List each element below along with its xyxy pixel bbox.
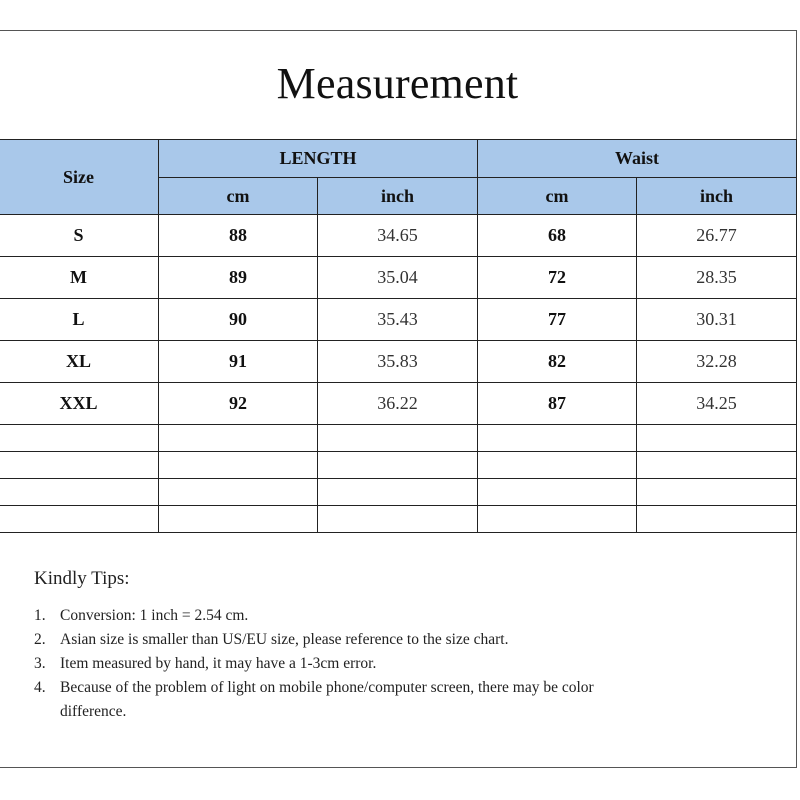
empty-cell [318, 452, 478, 479]
empty-row [0, 425, 797, 452]
length-cm-header: cm [159, 178, 318, 215]
length-inch-cell: 36.22 [318, 383, 478, 425]
waist-inch-cell: 32.28 [637, 341, 797, 383]
size-cell: S [0, 215, 159, 257]
tip-text: Conversion: 1 inch = 2.54 cm. [60, 607, 249, 624]
length-cm-cell: 92 [159, 383, 318, 425]
tip-text: Asian size is smaller than US/EU size, please reference to the size chart. [60, 631, 509, 648]
table-row [0, 299, 797, 341]
empty-cell [159, 479, 318, 506]
empty-cell [318, 506, 478, 533]
length-inch-cell: 35.43 [318, 299, 478, 341]
length-inch-cell: 34.65 [318, 215, 478, 257]
table-row [0, 257, 797, 299]
list-item [34, 604, 774, 628]
waist-cm-cell: 68 [478, 215, 637, 257]
size-cell: XL [0, 341, 159, 383]
empty-cell [159, 506, 318, 533]
empty-cell [478, 425, 637, 452]
empty-row [0, 479, 797, 506]
tip-number: 2. [34, 631, 46, 648]
empty-cell [0, 506, 159, 533]
list-item [34, 628, 774, 652]
tips-title: Kindly Tips: [34, 568, 130, 589]
tip-number: 3. [34, 655, 46, 672]
empty-cell [478, 452, 637, 479]
waist-cm-cell: 72 [478, 257, 637, 299]
empty-cell [159, 452, 318, 479]
list-item [34, 652, 774, 676]
table-row [0, 341, 797, 383]
length-inch-cell: 35.04 [318, 257, 478, 299]
tip-text: Because of the problem of light on mobile phone/computer screen, there may be color difference. [60, 679, 594, 720]
size-cell: L [0, 299, 159, 341]
length-cm-cell: 89 [159, 257, 318, 299]
tip-text: Item measured by hand, it may have a 1-3cm error. [60, 655, 377, 672]
waist-cm-cell: 82 [478, 341, 637, 383]
page-title: Measurement [276, 59, 519, 108]
length-cm-cell: 91 [159, 341, 318, 383]
empty-cell [637, 506, 797, 533]
waist-cm-cell: 87 [478, 383, 637, 425]
empty-cell [0, 452, 159, 479]
tips-list [34, 604, 774, 724]
empty-cell [478, 479, 637, 506]
length-header: LENGTH [159, 140, 478, 178]
waist-inch-cell: 34.25 [637, 383, 797, 425]
empty-cell [159, 425, 318, 452]
empty-cell [637, 452, 797, 479]
waist-inch-header: inch [637, 178, 797, 215]
tip-number: 4. [34, 679, 46, 696]
size-header: Size [0, 140, 159, 215]
header-row-groups [0, 140, 797, 178]
waist-inch-cell: 30.31 [637, 299, 797, 341]
waist-header: Waist [478, 140, 797, 178]
size-chart-table [0, 139, 797, 533]
table-row [0, 383, 797, 425]
size-cell: XXL [0, 383, 159, 425]
empty-cell [0, 425, 159, 452]
table-row [0, 215, 797, 257]
length-cm-cell: 88 [159, 215, 318, 257]
empty-cell [637, 425, 797, 452]
length-cm-cell: 90 [159, 299, 318, 341]
length-inch-header: inch [318, 178, 478, 215]
waist-inch-cell: 28.35 [637, 257, 797, 299]
waist-cm-cell: 77 [478, 299, 637, 341]
tip-number: 1. [34, 607, 46, 624]
size-cell: M [0, 257, 159, 299]
waist-inch-cell: 26.77 [637, 215, 797, 257]
length-inch-cell: 35.83 [318, 341, 478, 383]
empty-cell [0, 479, 159, 506]
empty-row [0, 506, 797, 533]
empty-cell [318, 479, 478, 506]
list-item [34, 676, 774, 724]
empty-cell [478, 506, 637, 533]
empty-row [0, 452, 797, 479]
tips-section [34, 568, 774, 724]
waist-cm-header: cm [478, 178, 637, 215]
empty-cell [637, 479, 797, 506]
empty-cell [318, 425, 478, 452]
